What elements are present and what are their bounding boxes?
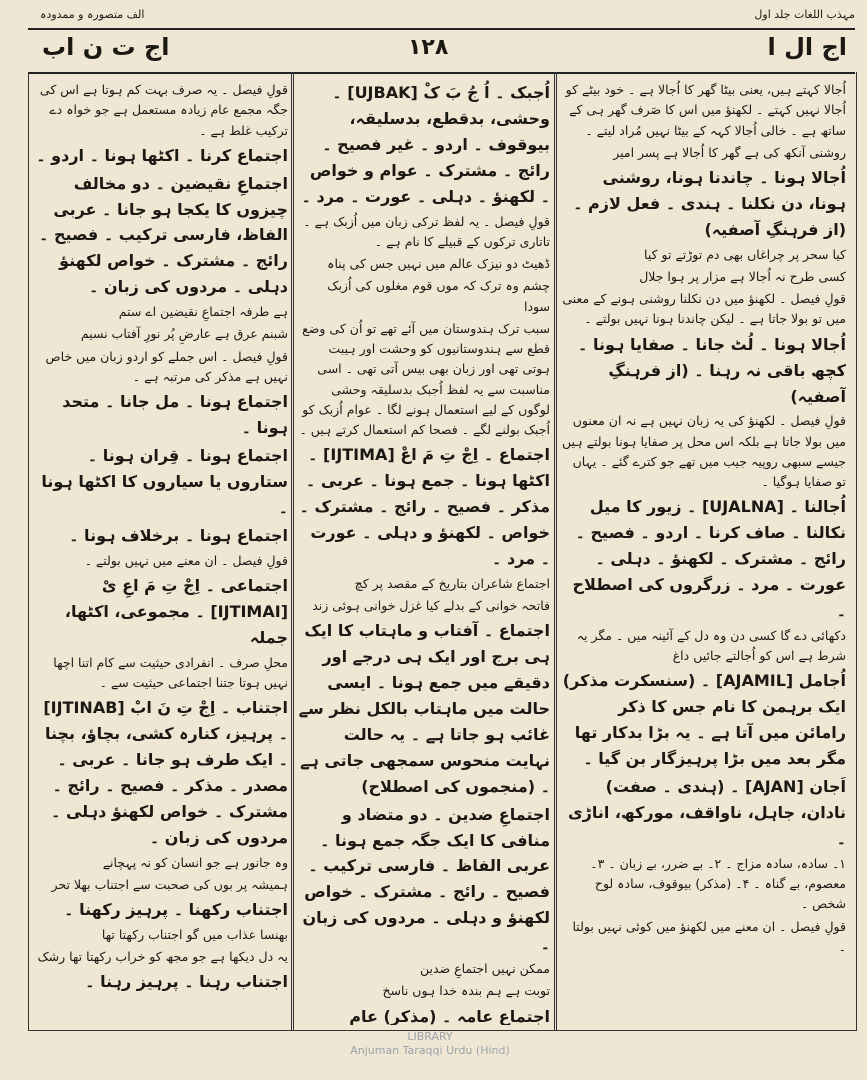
entry-headword: اجتناب رکھنا ۔ پرہیز رکھنا ۔ [64, 900, 288, 920]
library-stamp [300, 1030, 560, 1059]
page-header [28, 28, 855, 74]
column-left [36, 80, 288, 1025]
verse: ہمیشہ پر بوں کی صحبت سے اجتناب بھلا تحر [51, 876, 288, 892]
column-middle [298, 80, 550, 1025]
verdict-text: قولِ فیصل ۔ ان معنے میں لکھنؤ میں کوئی نہیں بولتا ۔ [572, 918, 846, 954]
entry-headword: اجتماع ۔ آفتاب و ماہتاب کا ایک ہی برج اور ایک ہی درجے اور دقیقے میں جمع ہونا ۔ ایسی حالت میں ماہتاب بالکل نظر سے غائب ہو جاتا ہے ۔ یہ حالت نہایت منحوس سمجھی جاتی ہے ۔ (منجموں کی اصطلاح) [298, 621, 550, 796]
verse: دکھائی دے گا کسی دن وہ دل کے آئینہ میں ۔ مگر یہ شرط ہے اس کو اُجالتے جائیں داغ [576, 627, 846, 664]
verse: توبت ہے ہم بندہ خدا ہوں ناسخ [382, 983, 550, 999]
verdict-text: قولِ فیصل ۔ اس جملے کو اردو زبان میں خاص نہیں ہے مذکر کی مرتبہ ہے ۔ [45, 348, 288, 384]
book-title: مہذب اللغات جلد اول [754, 8, 855, 21]
column-right [562, 80, 846, 1025]
entry-headword: اُجالا ہونا ۔ لُٹ جانا ۔ صفایا ہونا ۔ کچھ باقی نہ رہنا ۔ (از فرہنگِ آصفیہ) [578, 334, 846, 406]
column-divider-2 [291, 72, 294, 1030]
verdict-text: قولِ فیصل ۔ یہ صرف بہت کم ہوتا ہے اس کی جگہ مجمع عام زیادہ مستعمل ہے جو خواہ دے ترکیب غلط ہے ۔ [39, 82, 288, 138]
verdict-text: قولِ فیصل ۔ ان معنے میں نہیں بولتے ۔ [84, 552, 288, 568]
verse: فاتحہ خوانی کے بدلے کیا غزل خوانی ہوئی زند [312, 598, 550, 614]
entry-headword: اجتماع ہونا ۔ برخلاف ہونا ۔ [69, 525, 288, 545]
stamp-line-2: Anjuman Taraqqi Urdu (Hind) [350, 1044, 510, 1058]
verse: ڈھیٹ دو نیزک عالم میں نہیں جس کی پناہ [327, 256, 550, 272]
entry-text: ۱۔ سادہ، سادہ مزاج ۔ ۲۔ بے ضرر، بے زبان ۔ ۳۔ معصوم، بے گناہ ۔ ۴۔ (مذکر) بیوقوف، سادہ لوح شخص ۔ [590, 855, 846, 912]
verse: چشم وہ ترک کہ موں قوم مغلوں کی اُزبک سودا [327, 278, 550, 314]
entry-headword: اجتماع ہونا ۔ قِران ہونا ۔ ستاروں یا سیاروں کا اکٹھا ہونا ۔ [41, 446, 288, 517]
column-divider-1 [554, 72, 557, 1030]
entry-headword: اُجالا ہونا ۔ چاندنا ہونا، روشنی ہونا، دن نکلنا ۔ ہندی ۔ فعل لازم ۔ (از فرہنگِ آصفیہ) [573, 168, 846, 239]
entry-text: محلِ صرف ۔ انفرادی حیثیت سے کام اتنا اچھا نہیں ہوتا جتنا اجتماعی حیثیت سے ۔ [53, 654, 288, 690]
entry-headword: اجتماع ۔ اِجْ تِ مَ اعْ [IJTIMA] ۔ اکٹھا ہونا ۔ جمع ہونا ۔ عربی ۔ مذکر ۔ فصیح ۔ رائج ۔ مشترک ۔ خواص ۔ لکھنؤ و دہلی ۔ عورت ۔ مرد ۔ [299, 445, 550, 568]
verdict-text: قولِ فیصل ۔ لکھنؤ کی یہ زبان نہیں ہے نہ ان معنوں میں بولا جاتا ہے بلکہ اس محل پر صفایا ہونا بولتے ہیں جیسے سبھی روپیہ جیب میں تھے جو کترے گئے ۔ یہاں تو صفایا ہوگیا ۔ [562, 413, 846, 490]
verse: ہے طرفہ اجتماعِ نقیضین اے ستم [118, 304, 288, 320]
header-right-keyword: اج ال ا [767, 33, 847, 61]
running-header [40, 6, 855, 28]
verse: اجتماع شاعران بتاریخ کے مقصد پر کچ [354, 575, 550, 591]
entry-headword: اجتماعِ نقیضین ۔ دو مخالف چیزوں کا یکجا ہو جانا ۔ عربی الفاظ، فارسی ترکیب ۔ فصیح ۔ رائج ۔ مشترک ۔ خواص لکھنؤ دہلی ۔ مردوں کی زبان ۔ [39, 173, 288, 297]
entry-headword: اجتماع ہونا ۔ مل جانا ۔ متحد ہونا ۔ [62, 392, 288, 438]
entry-headword: اجتماعِ عامہ ۔ (مذکر) عام [349, 1006, 550, 1025]
section-title: الف متصورہ و ممدودہ [40, 8, 145, 21]
verdict-text: قولِ فیصل ۔ یہ لفظ ترکی زبان میں اُزبک ہے ۔ تاتاری ترکوں کے قبیلے کا نام ہے ۔ [303, 213, 550, 249]
header-left-keyword: اج ت ن اب [42, 33, 170, 61]
entry-headword: اُجامل [AJAMIL] ۔ (سنسکرت مذکر) ایک برہمن کا نام جس کا ذکر رامائن میں آتا ہے ۔ یہ بڑا بدکار تھا مگر بعد میں بڑا پرہیزگار بن گیا ۔ [562, 671, 846, 769]
entry-text: اُجالا کہتے ہیں، یعنی بیٹا گھر کا اُجالا ہے ۔ خود بیٹے کو اُجالا نہیں کہتے ۔ لکھنؤ میں اس کا صَرف گھر ہی کے ساتھ ہے ۔ خالی اُجالا کہہ کے بیٹا نہیں مُراد لیتے ۔ [565, 82, 846, 138]
verse: وہ جانور ہے جو انسان کو نہ پہچانے [102, 854, 288, 870]
entry-headword: اجتماع کرنا ۔ اکٹھا ہونا ۔ اردو ۔ [36, 145, 288, 165]
entry-headword: اُجبک ۔ اُ جُ بَ کْ [UJBAK] ۔ وحشی، بدقطع، بدسلیقہ، بیوقوف ۔ اردو ۔ غیر فصیح ۔ رائج ۔ مشترک ۔ عوام و خواص ۔ لکھنؤ ۔ دہلی ۔ عورت ۔ مرد ۔ [301, 83, 550, 206]
entry-headword: اجتماعی ۔ اِجْ تِ مَ اعِ یْ [IJTIMAI] ۔ مجموعی، اکٹھا، جملہ [64, 575, 288, 647]
entry-headword: اجتناب ۔ اِجْ تِ نَ ابْ [IJTINAB] ۔ پرہیز، کنارہ کشی، بچاؤ، بچنا ۔ ایک طرف ہو جانا ۔ عربی ۔ مصدر ۔ مذکر ۔ فصیح ۔ رائج ۔ مشترک ۔ خواص لکھنؤ دہلی ۔ مردوں کی زبان ۔ [43, 698, 288, 847]
entry-text: سبب ترک ہندوستان میں آئے تھے تو اُن کی وضع قطع سے ہندوستانیوں کو وحشت اور ہیبت ہوتی تھی اور زبان بھی بیس آتی تھی ۔ اسی مناسبت سے یہ لفظ اُجبک بدسلیقہ وحشی لوگوں کے لیے استعمال ہونے لگا ۔ عوام اُزبک کو اُجبک بولنے لگے ۔ فصحا کم استعمال کرتے ہیں ۔ [299, 320, 550, 438]
verdict-text: قولِ فیصل ۔ لکھنؤ میں دن نکلنا روشنی ہونے کے معنی میں تو بولا جاتا ہے ۔ لیکن چاندنا ہونا نہیں بولتے ۔ [562, 291, 846, 327]
entry-headword: اجتماعِ ضدین ۔ دو متضاد و منافی کا ایک جگہ جمع ہونا ۔ عربی الفاظ ۔ فارسی ترکیب ۔ فصیح ۔ رائج ۔ مشترک ۔ خواص لکھنؤ و دہلی ۔ مردوں کی زبان ۔ [302, 804, 550, 954]
entry-headword: اَجان [AJAN] ۔ (ہندی ۔ صفت) نادان، جاہل، ناواقف، مورکھ، اناڑی ۔ [567, 777, 846, 848]
verse: کسی طرح نہ اُجالا ہے مزار پر ہوا جلال [639, 268, 846, 284]
verse: ممکن نہیں اجتماعِ ضدین [420, 961, 550, 977]
verse: روشنی آنکھ کی ہے گھر کا اُجالا ہے پسر امیر [613, 144, 846, 160]
entry-headword: اجتناب رہنا ۔ پرہیز رہنا ۔ [85, 972, 288, 992]
page-number: ١٢٨ [408, 35, 449, 60]
verse: کیا سحر پر چراغاں بھی دم توڑتے تو کیا [644, 246, 846, 262]
verse: یہ دل دیکھا ہے جو مجھ کو خراب رکھتا تھا رشک [37, 949, 288, 965]
stamp-line-1: LIBRARY [407, 1030, 453, 1043]
verse: شبنم عرق ہے عارضِ پُر نورِ آفتاب نسیم [80, 326, 288, 342]
verse: بھنسا عذاب میں گو اجتناب رکھتا تھا [101, 926, 288, 942]
entry-headword: اُجالنا ۔ [UJALNA] ۔ زیور کا میل نکالنا ۔ صاف کرنا ۔ اردو ۔ فصیح ۔ رائج ۔ مشترک ۔ لکھنؤ ۔ دہلی ۔ عورت ۔ مرد ۔ زرگروں کی اصطلاح ۔ [572, 497, 846, 621]
